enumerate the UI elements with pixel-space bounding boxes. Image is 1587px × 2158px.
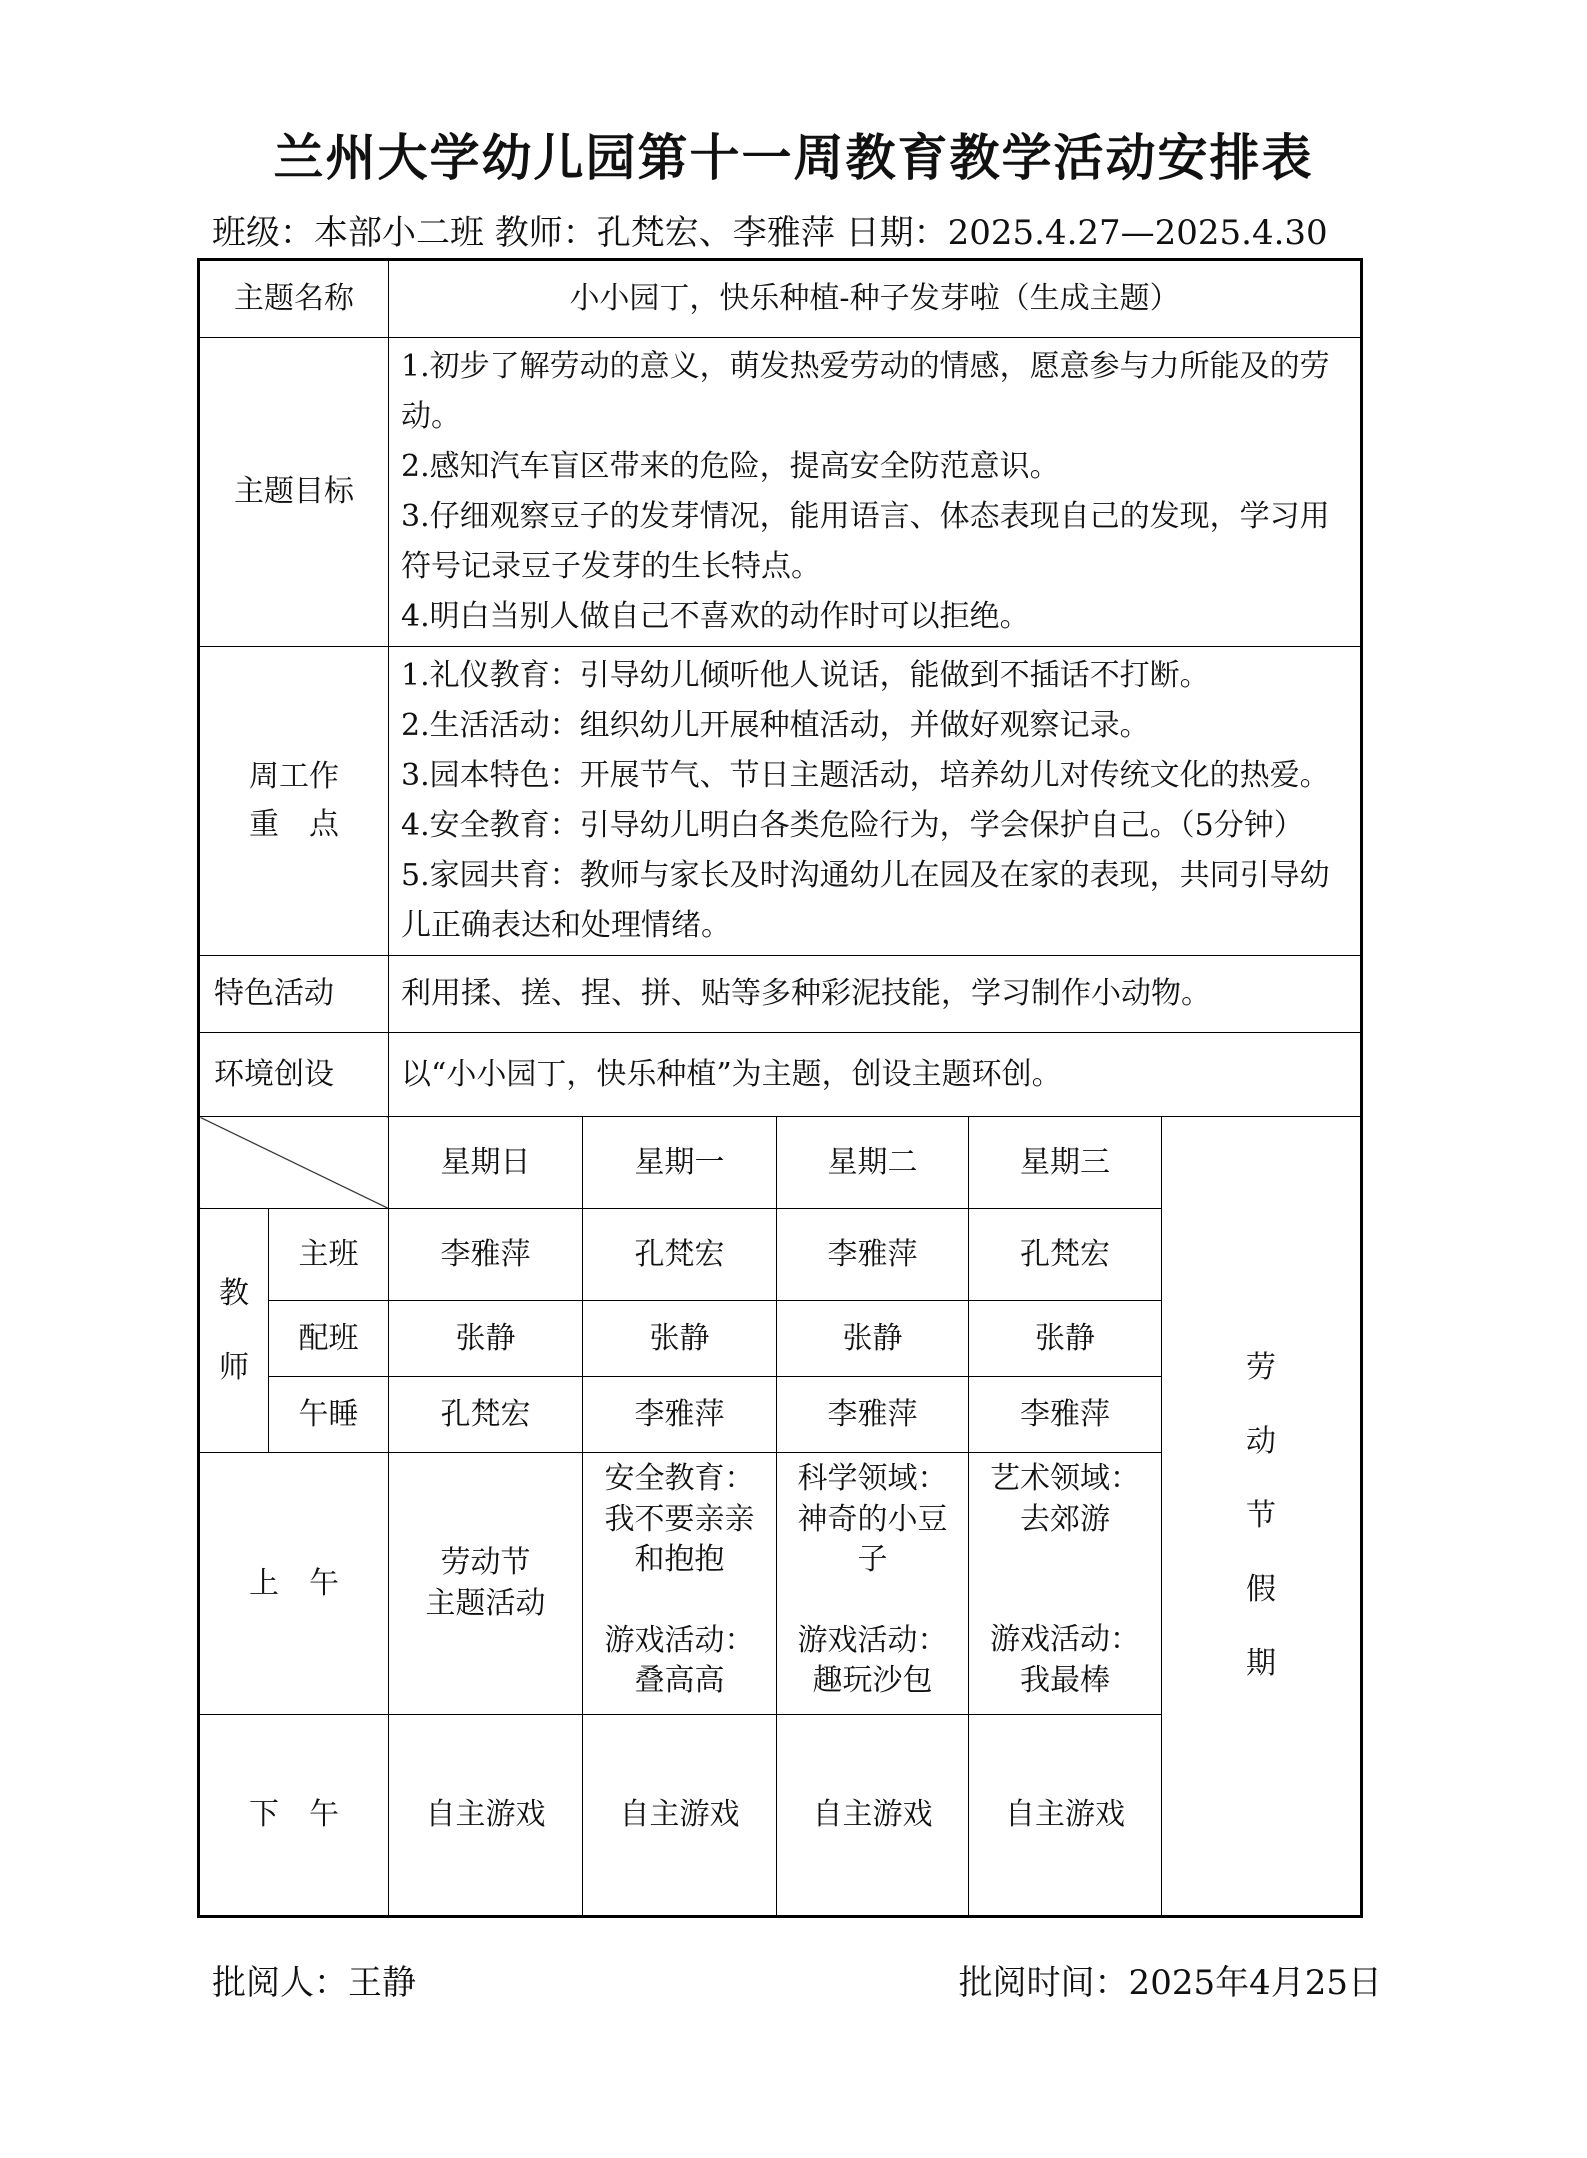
morning-game-line: 我最棒 [1020, 1662, 1110, 1698]
morning-sunday-line: 劳动节 [440, 1545, 531, 1580]
teacher-char: 教 [219, 1275, 249, 1311]
morning-activity-line: 安全教育： [604, 1461, 755, 1496]
nap-teacher-monday: 李雅萍 [583, 1377, 777, 1453]
goal-item: 1.初步了解劳动的意义，萌发热爱劳动的情感，愿意参与力所能及的劳动。 [401, 349, 1330, 434]
nap-teacher-wednesday: 李雅萍 [969, 1377, 1162, 1453]
main-teacher-monday: 孔梵宏 [583, 1209, 777, 1301]
morning-activity-line: 子 [857, 1542, 888, 1577]
holiday-char: 劳 [1246, 1350, 1277, 1385]
main-teacher-tuesday: 李雅萍 [777, 1209, 969, 1301]
morning-game-line: 游戏活动： [797, 1622, 948, 1658]
afternoon-label: 下 午 [199, 1715, 389, 1917]
assist-teacher-sunday: 张静 [389, 1301, 583, 1377]
day-header-sunday: 星期日 [389, 1117, 583, 1209]
focus-label-line2: 重 点 [249, 807, 339, 842]
afternoon-monday: 自主游戏 [583, 1715, 777, 1917]
morning-game-line: 游戏活动： [990, 1622, 1140, 1657]
special-activity-label: 特色活动 [199, 956, 389, 1033]
reviewer: 批阅人：王静 [212, 1963, 416, 2003]
morning-activity-line: 我不要亲亲 [604, 1501, 755, 1537]
morning-tuesday [777, 1453, 969, 1715]
holiday-char: 假 [1246, 1572, 1277, 1607]
morning-activity-line: 科学领域： [797, 1461, 948, 1496]
goals-label: 主题目标 [199, 338, 389, 647]
role-assist-label: 配班 [269, 1301, 389, 1377]
role-nap-label: 午睡 [269, 1377, 389, 1453]
goals-content [389, 338, 1362, 647]
diagonal-header-cell [199, 1117, 389, 1209]
morning-activity-line: 去郊游 [1020, 1501, 1110, 1537]
environment-value: 以“小小园丁，快乐种植”为主题，创设主题环创。 [389, 1033, 1362, 1117]
topic-value: 小小园丁，快乐种植-种子发芽啦（生成主题） [389, 260, 1362, 338]
focus-item: 5.家园共育：教师与家长及时沟通幼儿在园及在家的表现，共同引导幼儿正确表达和处理情绪。 [401, 858, 1330, 943]
holiday-char: 动 [1246, 1424, 1277, 1459]
afternoon-sunday: 自主游戏 [389, 1715, 583, 1917]
main-teacher-wednesday: 孔梵宏 [969, 1209, 1162, 1301]
day-header-wednesday: 星期三 [969, 1117, 1162, 1209]
page-title: 兰州大学幼儿园第十一周教育教学活动安排表 [273, 128, 1314, 187]
morning-sunday-line: 主题活动 [425, 1585, 546, 1621]
nap-teacher-tuesday: 李雅萍 [777, 1377, 969, 1453]
holiday-char: 期 [1246, 1646, 1277, 1681]
schedule-table [197, 258, 1363, 1918]
goal-item: 2.感知汽车盲区带来的危险，提高安全防范意识。 [401, 449, 1060, 484]
morning-activity-line: 神奇的小豆 [797, 1501, 948, 1537]
holiday-char: 节 [1246, 1498, 1277, 1533]
teacher-label [199, 1209, 269, 1453]
goal-item: 3.仔细观察豆子的发芽情况，能用语言、体态表现自己的发现，学习用符号记录豆子发芽的生长特点。 [401, 499, 1330, 584]
teacher-char: 师 [219, 1349, 249, 1385]
class-info-line: 班级：本部小二班 教师：孔梵宏、李雅萍 日期：2025.4.27—2025.4.30 [212, 213, 1328, 253]
morning-activity-line: 和抱抱 [634, 1542, 725, 1577]
focus-item: 4.安全教育：引导幼儿明白各类危险行为，学会保护自己。（5分钟） [401, 808, 1304, 843]
assist-teacher-wednesday: 张静 [969, 1301, 1162, 1377]
morning-game-line: 叠高高 [634, 1663, 725, 1698]
nap-teacher-sunday: 孔梵宏 [389, 1377, 583, 1453]
morning-wednesday [969, 1453, 1162, 1715]
morning-label: 上 午 [199, 1453, 389, 1715]
focus-label [199, 647, 389, 956]
day-header-tuesday: 星期二 [777, 1117, 969, 1209]
review-time: 批阅时间：2025年4月25日 [958, 1963, 1382, 2003]
assist-teacher-monday: 张静 [583, 1301, 777, 1377]
special-activity-value: 利用揉、搓、捏、拼、贴等多种彩泥技能，学习制作小动物。 [389, 956, 1362, 1033]
morning-sunday [389, 1453, 583, 1715]
morning-activity-line: 艺术领域： [990, 1461, 1140, 1496]
morning-game-line: 趣玩沙包 [812, 1663, 933, 1698]
morning-monday [583, 1453, 777, 1715]
focus-item: 2.生活活动：组织幼儿开展种植活动，并做好观察记录。 [401, 708, 1150, 743]
focus-content [389, 647, 1362, 956]
environment-label: 环境创设 [199, 1033, 389, 1117]
morning-game-line: 游戏活动： [604, 1622, 755, 1658]
assist-teacher-tuesday: 张静 [777, 1301, 969, 1377]
focus-item: 3.园本特色：开展节气、节日主题活动，培养幼儿对传统文化的热爱。 [401, 758, 1330, 793]
role-main-label: 主班 [269, 1209, 389, 1301]
focus-item: 1.礼仪教育：引导幼儿倾听他人说话，能做到不插话不打断。 [401, 658, 1210, 693]
labor-day-holiday [1162, 1117, 1362, 1917]
goal-item: 4.明白当别人做自己不喜欢的动作时可以拒绝。 [401, 599, 1030, 634]
afternoon-wednesday: 自主游戏 [969, 1715, 1162, 1917]
topic-label: 主题名称 [199, 260, 389, 338]
main-teacher-sunday: 李雅萍 [389, 1209, 583, 1301]
focus-label-line1: 周工作 [249, 759, 339, 794]
afternoon-tuesday: 自主游戏 [777, 1715, 969, 1917]
day-header-monday: 星期一 [583, 1117, 777, 1209]
